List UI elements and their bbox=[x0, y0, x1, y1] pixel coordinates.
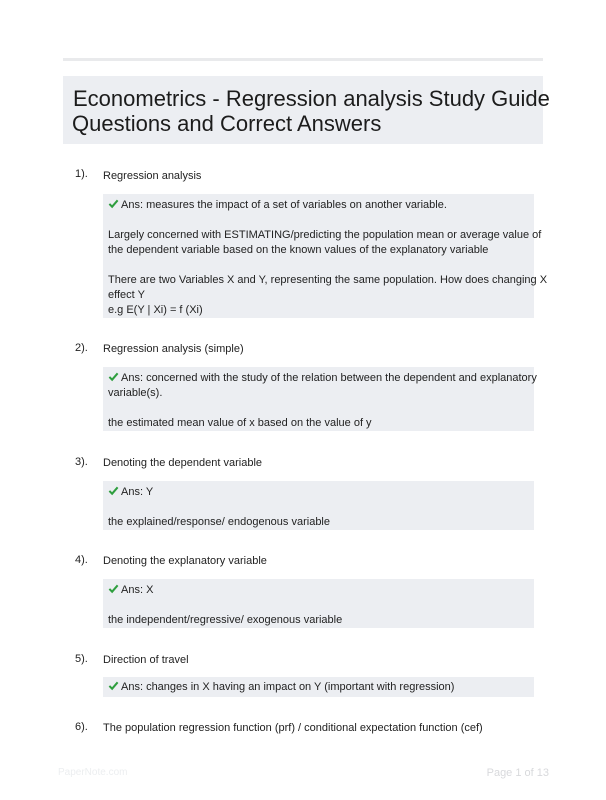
question-number: 2). bbox=[75, 342, 88, 354]
answer-spacer bbox=[108, 500, 528, 515]
answer-line: the dependent variable based on the known values of the explanatory variable bbox=[108, 244, 489, 256]
answer-line-first bbox=[108, 371, 537, 386]
question-text: Direction of travel bbox=[103, 654, 189, 666]
answer-box bbox=[103, 677, 534, 697]
answer-line: There are two Variables X and Y, representing the same population. How does changing X bbox=[108, 274, 548, 286]
answer-line: the independent/regressive/ exogenous variable bbox=[108, 614, 343, 626]
title-box bbox=[63, 76, 550, 144]
answer-line-first bbox=[108, 485, 528, 500]
answer-box bbox=[103, 579, 534, 628]
answer-line: Ans: measures the impact of a set of variables on another variable. bbox=[121, 199, 447, 211]
question-text: Regression analysis bbox=[103, 170, 202, 182]
answer-line: the estimated mean value of x based on the value of y bbox=[108, 417, 372, 429]
answer-box bbox=[103, 367, 537, 431]
answer-line: Ans: X bbox=[121, 584, 154, 596]
answer-spacer bbox=[108, 258, 528, 273]
answer-spacer bbox=[108, 598, 528, 613]
check-icon bbox=[108, 583, 119, 594]
question-text: Denoting the dependent variable bbox=[103, 457, 263, 469]
question-number: 3). bbox=[75, 456, 88, 468]
question-number: 5). bbox=[75, 653, 88, 665]
page-number: Page 1 of 13 bbox=[486, 767, 549, 779]
answer-line: Largely concerned with ESTIMATING/predicting the population mean or average value of bbox=[108, 229, 542, 241]
check-icon bbox=[108, 371, 119, 382]
page-title-line2: Questions and Correct Answers bbox=[72, 111, 382, 136]
answer-box bbox=[103, 481, 534, 530]
check-icon bbox=[108, 198, 119, 209]
question-number: 1). bbox=[75, 168, 88, 180]
answer-spacer bbox=[108, 213, 528, 228]
answer-spacer bbox=[108, 401, 528, 416]
answer-line: Ans: Y bbox=[121, 486, 154, 498]
answer-line: effect Y bbox=[108, 289, 145, 301]
answer-line-first bbox=[108, 680, 528, 695]
page-title-line1: Econometrics - Regression analysis Study Guide bbox=[73, 86, 550, 111]
answer-line: variable(s). bbox=[108, 387, 163, 399]
question-text: Denoting the explanatory variable bbox=[103, 555, 267, 567]
question-text: The population regression function (prf) / conditional expectation function (cef) bbox=[103, 722, 483, 734]
top-divider bbox=[63, 58, 543, 61]
check-icon bbox=[108, 680, 119, 691]
footer-watermark: PaperNote.com bbox=[58, 767, 128, 778]
question-number: 4). bbox=[75, 554, 88, 566]
answer-line: Ans: changes in X having an impact on Y (important with regression) bbox=[121, 681, 455, 693]
answer-line: Ans: concerned with the study of the relation between the dependent and explanatory bbox=[121, 372, 537, 384]
answer-line-first bbox=[108, 583, 528, 598]
answer-line: the explained/response/ endogenous variable bbox=[108, 516, 330, 528]
answer-box bbox=[103, 194, 548, 318]
answer-line: e.g E(Y | Xi) = f (Xi) bbox=[108, 304, 203, 316]
question-number: 6). bbox=[75, 721, 88, 733]
check-icon bbox=[108, 485, 119, 496]
question-text: Regression analysis (simple) bbox=[103, 343, 244, 355]
answer-line-first bbox=[108, 198, 528, 213]
